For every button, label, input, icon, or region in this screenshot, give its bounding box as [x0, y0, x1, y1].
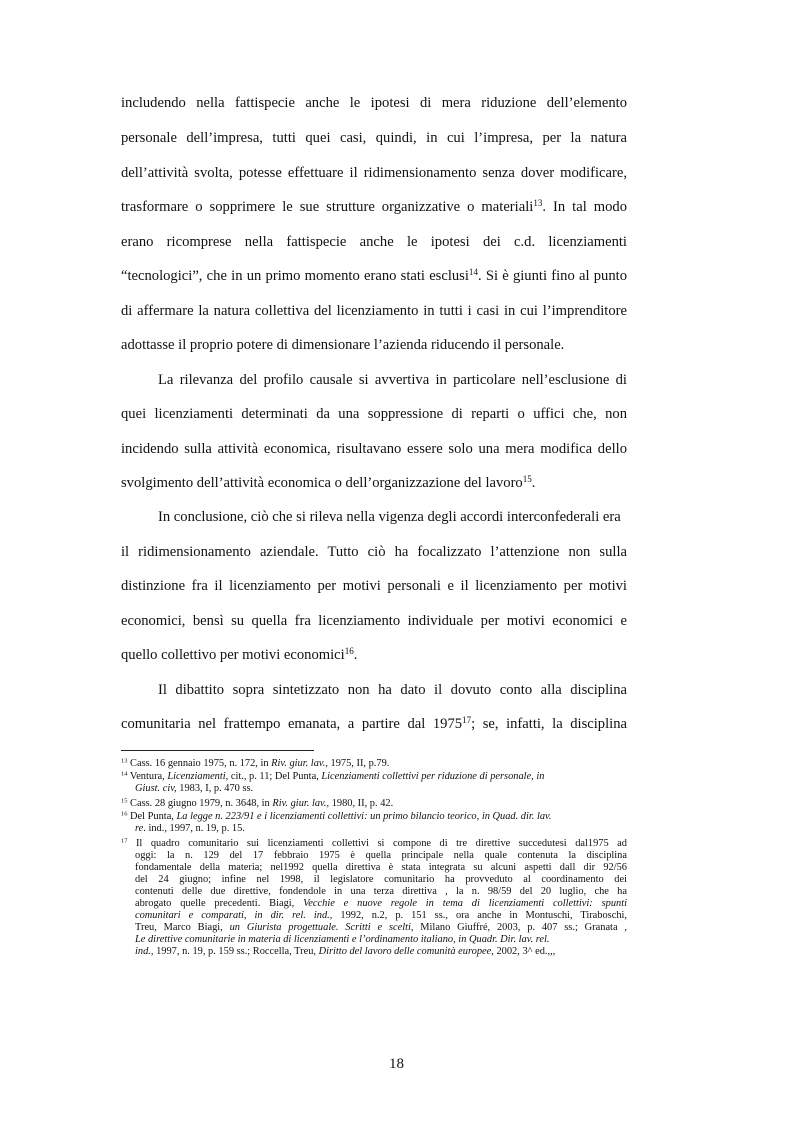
body-line: Il dibattito sopra sintetizzato non ha dato il dovuto conto alla disciplina [158, 682, 627, 698]
body-line: personale dell’impresa, tutti quei casi, quindi, in cui l’impresa, per la natura [121, 130, 627, 146]
body-line: svolgimento dell’attività economica o dell’organizzazione del lavoro$^{15}$. [121, 474, 536, 491]
body-line: In conclusione, ciò che si rileva nella vigenza degli accordi interconfederali era [158, 509, 621, 525]
body-line: distinzione fra il licenziamento per motivi personali e il licenziamento per motivi [121, 578, 627, 594]
page-number: 18 [389, 1056, 404, 1072]
body-line: dell’attività svolta, potesse effettuare il ridimensionamento senza dover modificare, [121, 165, 627, 181]
footnote-17-cont: del 24 giugno; infine nel 1998, il legislatore comunitario ha provveduto al coordinamento dei [135, 874, 627, 885]
body-line: quei licenziamenti determinati da una soppressione di reparti o uffici che, non [121, 406, 627, 422]
body-line: erano ricomprese nella fattispecie anche le ipotesi dei c.d. licenziamenti [121, 234, 627, 250]
footnote-14-cont: Giust. civ, 1983, I, p. 470 ss. [135, 783, 254, 794]
footnote-15: $^{15}$ Cass. 28 giugno 1979, n. 3648, in Riv. giur. lav., 1980, II, p. 42. [121, 797, 394, 809]
footnote-17-cont: fondamentale della materia; nel1992 quella direttiva è stata integrata su alcuni aspetti dall dir 92/56 [135, 862, 627, 873]
footnote-17-cont: ind., 1997, n. 19, p. 159 ss.; Roccella, Treu, Diritto del lavoro delle comunità europee, 2002, 3^ ed.,,, [135, 946, 556, 957]
footnote-separator [121, 750, 314, 751]
footnote-ref-14[interactable]: 14 [468, 267, 478, 278]
body-line: il ridimensionamento aziendale. Tutto ciò ha focalizzato l’attenzione non sulla [121, 544, 627, 560]
footnote-ref-17[interactable]: 17 [462, 715, 472, 726]
footnote-17-cont: Le direttive comunitarie in materia di licenziamenti e l’ordinamento italiano, in Quadr. Dir. lav. rel. [135, 934, 550, 945]
body-line: La rilevanza del profilo causale si avvertiva in particolare nell’esclusione di [158, 372, 627, 388]
footnote-17: $^{17}$ Il quadro comunitario sui licenziamenti collettivi si compone di tre direttive succedutesi dal1975 ad [121, 837, 627, 849]
body-line: trasformare o sopprimere le sue strutture organizzative o materiali$^{13}$. In tal modo [121, 198, 627, 215]
footnote-17-cont: Treu, Marco Biagi, un Giurista progettuale. Scritti e scelti, Milano Giuffré, 2003, p. 407 ss.; Granata , [135, 922, 627, 933]
body-line: “tecnologici”, che in un primo momento erano stati esclusi$^{14}$. Si è giunti fino al punto [121, 267, 627, 284]
body-line: adottasse il proprio potere di dimensionare l’azienda riducendo il personale. [121, 337, 565, 353]
body-line: economici, bensì su quella fra licenziamento individuale per motivi economici e [121, 613, 627, 629]
footnote-17-cont: comunitari e comparati, in dir. rel. ind., 1992, n.2, p. 151 ss., ora anche in Montuschi, Tiraboschi, [135, 910, 628, 921]
footnote-16: $^{16}$ Del Punta, La legge n. 223/91 e i licenziamenti collettivi: un primo bilancio teorico, in Quad. dir. lav. [121, 810, 552, 822]
footnote-17-cont: contenuti delle due direttive, fondendole in una terza direttiva , la n. 98/59 del 20 luglio, che ha [135, 886, 627, 897]
footnote-14: $^{14}$ Ventura, Licenziamenti, cit., p. 11; Del Punta, Licenziamenti collettivi per riduzione di personale, in [121, 770, 545, 782]
body-line: comunitaria nel frattempo emanata, a partire dal 1975$^{17}$; se, infatti, la disciplina [121, 715, 627, 732]
footnote-17-cont: abrogato quelle precedenti. Biagi, Vecchie e nuove regole in tema di licenziamenti collettivi: spunti [135, 898, 628, 909]
footnote-13: $^{13}$ Cass. 16 gennaio 1975, n. 172, in Riv. giur. lav., 1975, II, p.79. [121, 757, 390, 769]
body-line: quello collettivo per motivi economici$^{16}$. [121, 646, 358, 663]
footnote-17-cont: oggi: la n. 129 del 17 febbraio 1975 è quella principale nella quale contenuta la disciplina [135, 850, 627, 861]
footnote-ref-16[interactable]: 16 [344, 646, 354, 657]
footnote-16-cont: re. ind., 1997, n. 19, p. 15. [135, 823, 245, 834]
body-line: incidendo sulla attività economica, risultavano essere solo una mera modifica dello [121, 441, 627, 457]
body-line: di affermare la natura collettiva del licenziamento in tutti i casi in cui l’imprenditore [121, 303, 627, 319]
footnote-ref-15[interactable]: 15 [522, 474, 532, 485]
body-line: includendo nella fattispecie anche le ipotesi di mera riduzione dell’elemento [121, 95, 627, 111]
footnote-ref-13[interactable]: 13 [533, 198, 543, 209]
